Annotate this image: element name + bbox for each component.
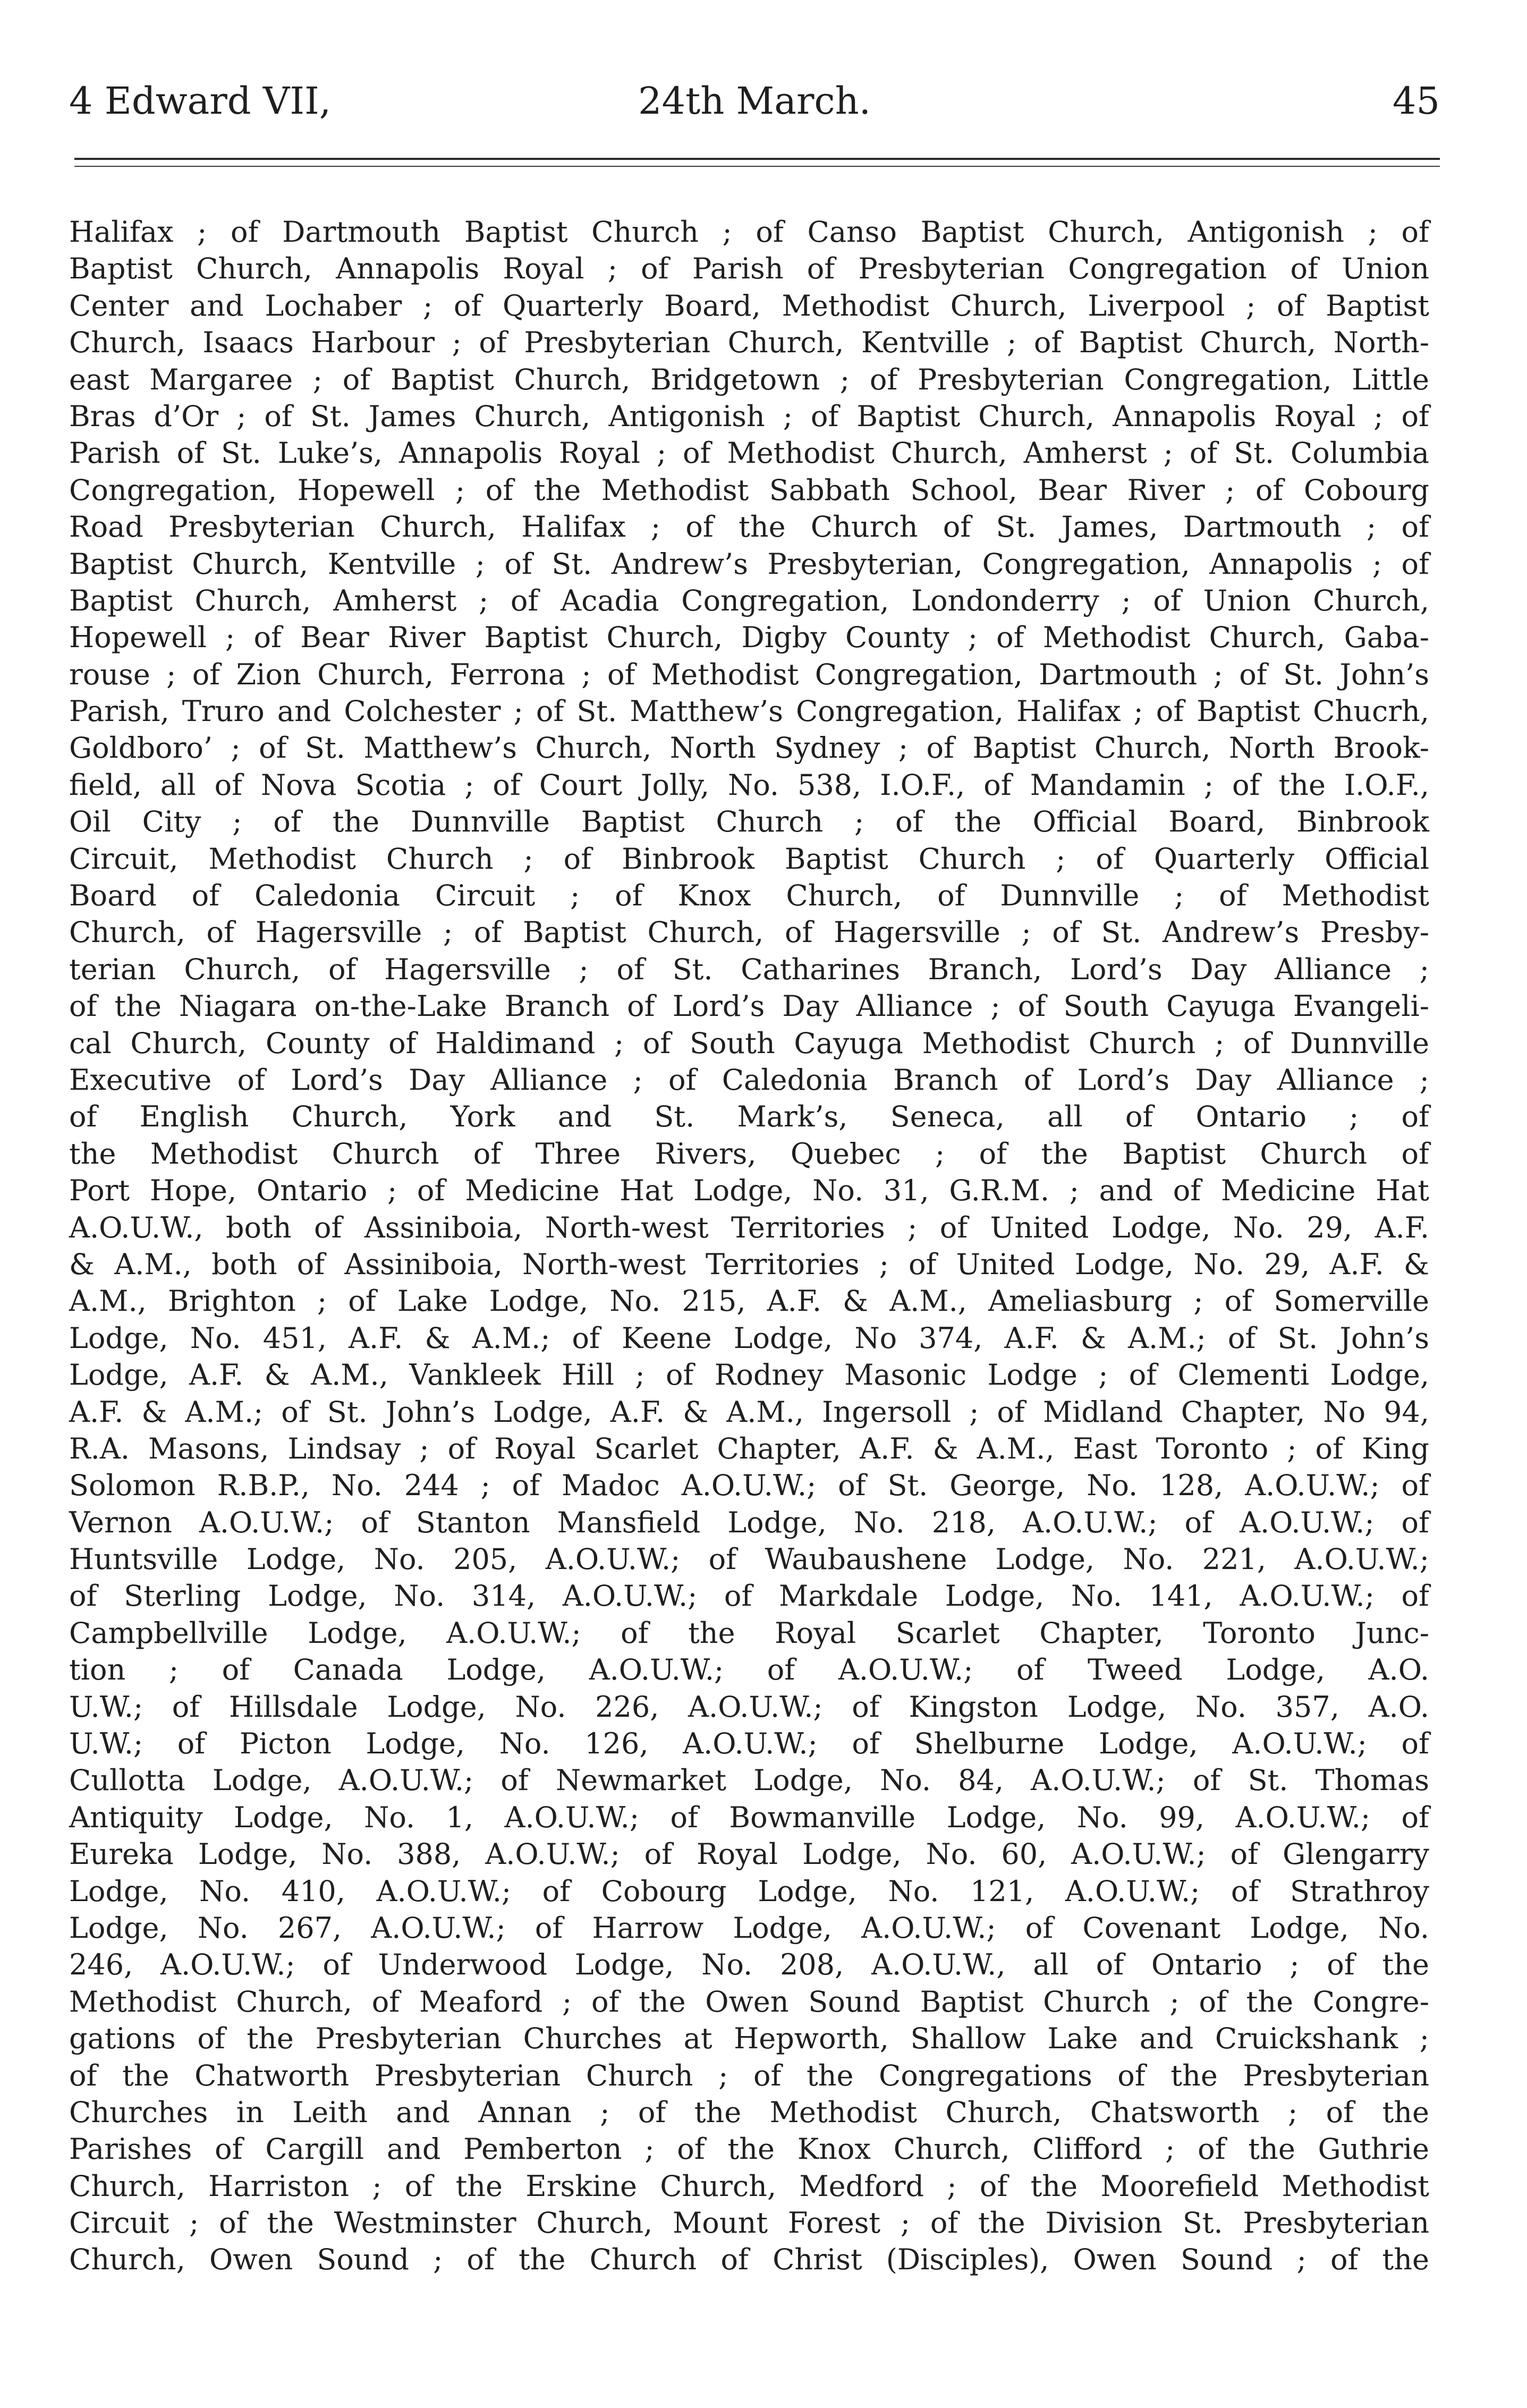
text-line: Oil City ; of the Dunnville Baptist Church ; of the Official Board, Binbrook xyxy=(69,805,1429,839)
header-regnal-year: 4 Edward VII, xyxy=(69,79,331,123)
text-line: Hopewell ; of Bear River Baptist Church, Digby County ; of Methodist Church, Gaba- xyxy=(69,621,1429,655)
text-line: of Sterling Lodge, No. 314, A.O.U.W.; of Markdale Lodge, No. 141, A.O.U.W.; of xyxy=(69,1579,1429,1613)
text-line: 246, A.O.U.W.; of Underwood Lodge, No. 208, A.O.U.W., all of Ontario ; of the xyxy=(69,1948,1429,1982)
text-line: U.W.; of Hillsdale Lodge, No. 226, A.O.U.W.; of Kingston Lodge, No. 357, A.O. xyxy=(69,1690,1429,1724)
text-line: rouse ; of Zion Church, Ferrona ; of Methodist Congregation, Dartmouth ; of St. John’s xyxy=(69,657,1429,691)
text-line: Circuit, Methodist Church ; of Binbrook Baptist Church ; of Quarterly Official xyxy=(69,842,1429,876)
text-line: Lodge, A.F. & A.M., Vankleek Hill ; of Rodney Masonic Lodge ; of Clementi Lodge, xyxy=(69,1358,1429,1392)
text-line: Bras d’Or ; of St. James Church, Antigonish ; of Baptist Church, Annapolis Royal ; of xyxy=(69,399,1429,433)
text-line: Vernon A.O.U.W.; of Stanton Mansfield Lodge, No. 218, A.O.U.W.; of A.O.U.W.; of xyxy=(69,1505,1429,1539)
text-line: Church, Owen Sound ; of the Church of Christ (Disciples), Owen Sound ; of the xyxy=(69,2243,1429,2277)
text-line: Churches in Leith and Annan ; of the Methodist Church, Chatsworth ; of the xyxy=(69,2095,1429,2129)
text-line: the Methodist Church of Three Rivers, Quebec ; of the Baptist Church of xyxy=(69,1137,1429,1171)
text-line: Lodge, No. 451, A.F. & A.M.; of Keene Lodge, No 374, A.F. & A.M.; of St. John’s xyxy=(69,1321,1429,1355)
text-line: terian Church, of Hagersville ; of St. Catharines Branch, Lord’s Day Alliance ; xyxy=(69,952,1429,986)
text-line: east Margaree ; of Baptist Church, Bridgetown ; of Presbyterian Congregation, Little xyxy=(69,362,1429,396)
text-line: gations of the Presbyterian Churches at Hepworth, Shallow Lake and Cruickshank ; xyxy=(69,2022,1429,2056)
text-line: Cullotta Lodge, A.O.U.W.; of Newmarket Lodge, No. 84, A.O.U.W.; of St. Thomas xyxy=(69,1763,1429,1797)
text-line: field, all of Nova Scotia ; of Court Jolly, No. 538, I.O.F., of Mandamin ; of the I.O.F., xyxy=(69,768,1429,802)
text-line: Lodge, No. 267, A.O.U.W.; of Harrow Lodge, A.O.U.W.; of Covenant Lodge, No. xyxy=(69,1911,1429,1945)
text-line: of English Church, York and St. Mark’s, Seneca, all of Ontario ; of xyxy=(69,1100,1429,1134)
text-line: Executive of Lord’s Day Alliance ; of Caledonia Branch of Lord’s Day Alliance ; xyxy=(69,1063,1429,1097)
text-line: Parish of St. Luke’s, Annapolis Royal ; of Methodist Church, Amherst ; of St. Columbia xyxy=(69,436,1429,470)
body-paragraph xyxy=(69,214,1429,2278)
text-line: Parishes of Cargill and Pemberton ; of the Knox Church, Clifford ; of the Guthrie xyxy=(69,2132,1429,2166)
text-line: A.O.U.W., both of Assiniboia, North-west Territories ; of United Lodge, No. 29, A.F. xyxy=(69,1210,1429,1244)
text-line: of the Niagara on-the-Lake Branch of Lord’s Day Alliance ; of South Cayuga Evangeli- xyxy=(69,989,1429,1023)
text-line: Board of Caledonia Circuit ; of Knox Church, of Dunnville ; of Methodist xyxy=(69,879,1429,913)
text-line: Church, of Hagersville ; of Baptist Church, of Hagersville ; of St. Andrew’s Presby- xyxy=(69,915,1429,949)
text-line: Church, Harriston ; of the Erskine Church, Medford ; of the Moorefield Methodist xyxy=(69,2169,1429,2203)
text-line: R.A. Masons, Lindsay ; of Royal Scarlet Chapter, A.F. & A.M., East Toronto ; of King xyxy=(69,1431,1429,1465)
text-line: Halifax ; of Dartmouth Baptist Church ; of Canso Baptist Church, Antigonish ; of xyxy=(69,215,1429,249)
running-header xyxy=(69,77,1440,125)
text-line: Baptist Church, Amherst ; of Acadia Congregation, Londonderry ; of Union Church, xyxy=(69,583,1429,617)
text-line: Baptist Church, Kentville ; of St. Andrew’s Presbyterian, Congregation, Annapolis ; of xyxy=(69,547,1429,581)
page-number: 45 xyxy=(1392,79,1440,123)
text-line: Parish, Truro and Colchester ; of St. Matthew’s Congregation, Halifax ; of Baptist Chucrh, xyxy=(69,694,1429,728)
text-line: A.F. & A.M.; of St. John’s Lodge, A.F. & A.M., Ingersoll ; of Midland Chapter, No 94, xyxy=(69,1395,1429,1429)
header-date: 24th March. xyxy=(638,79,871,123)
text-line: Port Hope, Ontario ; of Medicine Hat Lodge, No. 31, G.R.M. ; and of Medicine Hat xyxy=(69,1174,1429,1208)
text-line: Solomon R.B.P., No. 244 ; of Madoc A.O.U.W.; of St. George, No. 128, A.O.U.W.; of xyxy=(69,1469,1429,1503)
text-line: Circuit ; of the Westminster Church, Mount Forest ; of the Division St. Presbyterian xyxy=(69,2206,1429,2240)
text-line: Antiquity Lodge, No. 1, A.O.U.W.; of Bowmanville Lodge, No. 99, A.O.U.W.; of xyxy=(69,1800,1429,1834)
header-rule-thin xyxy=(74,166,1440,167)
text-line: cal Church, County of Haldimand ; of South Cayuga Methodist Church ; of Dunnville xyxy=(69,1026,1429,1060)
text-line: U.W.; of Picton Lodge, No. 126, A.O.U.W.; of Shelburne Lodge, A.O.U.W.; of xyxy=(69,1727,1429,1761)
text-line: of the Chatworth Presbyterian Church ; of the Congregations of the Presbyterian xyxy=(69,2058,1429,2092)
text-line: Eureka Lodge, No. 388, A.O.U.W.; of Royal Lodge, No. 60, A.O.U.W.; of Glengarry xyxy=(69,1837,1429,1871)
text-line: Congregation, Hopewell ; of the Methodist Sabbath School, Bear River ; of Cobourg xyxy=(69,473,1429,507)
text-line: Huntsville Lodge, No. 205, A.O.U.W.; of Waubaushene Lodge, No. 221, A.O.U.W.; xyxy=(69,1542,1429,1576)
text-line: Church, Isaacs Harbour ; of Presbyterian Church, Kentville ; of Baptist Church, North- xyxy=(69,326,1429,360)
text-line: Baptist Church, Annapolis Royal ; of Parish of Presbyterian Congregation of Union xyxy=(69,252,1429,286)
text-line: A.M., Brighton ; of Lake Lodge, No. 215, A.F. & A.M., Ameliasburg ; of Somerville xyxy=(69,1284,1429,1318)
text-line: Lodge, No. 410, A.O.U.W.; of Cobourg Lodge, No. 121, A.O.U.W.; of Strathroy xyxy=(69,1874,1429,1908)
text-line: & A.M., both of Assiniboia, North-west Territories ; of United Lodge, No. 29, A.F. & xyxy=(69,1247,1429,1281)
text-line: Methodist Church, of Meaford ; of the Owen Sound Baptist Church ; of the Congre- xyxy=(69,1985,1429,2019)
text-line: Campbellville Lodge, A.O.U.W.; of the Royal Scarlet Chapter, Toronto Junc- xyxy=(69,1616,1429,1650)
text-line: Goldboro’ ; of St. Matthew’s Church, North Sydney ; of Baptist Church, North Brook- xyxy=(69,731,1429,765)
text-line: Center and Lochaber ; of Quarterly Board, Methodist Church, Liverpool ; of Baptist xyxy=(69,289,1429,323)
text-line: Road Presbyterian Church, Halifax ; of the Church of St. James, Dartmouth ; of xyxy=(69,510,1429,544)
header-rule-thick xyxy=(74,158,1440,160)
text-line: tion ; of Canada Lodge, A.O.U.W.; of A.O.U.W.; of Tweed Lodge, A.O. xyxy=(69,1653,1429,1687)
